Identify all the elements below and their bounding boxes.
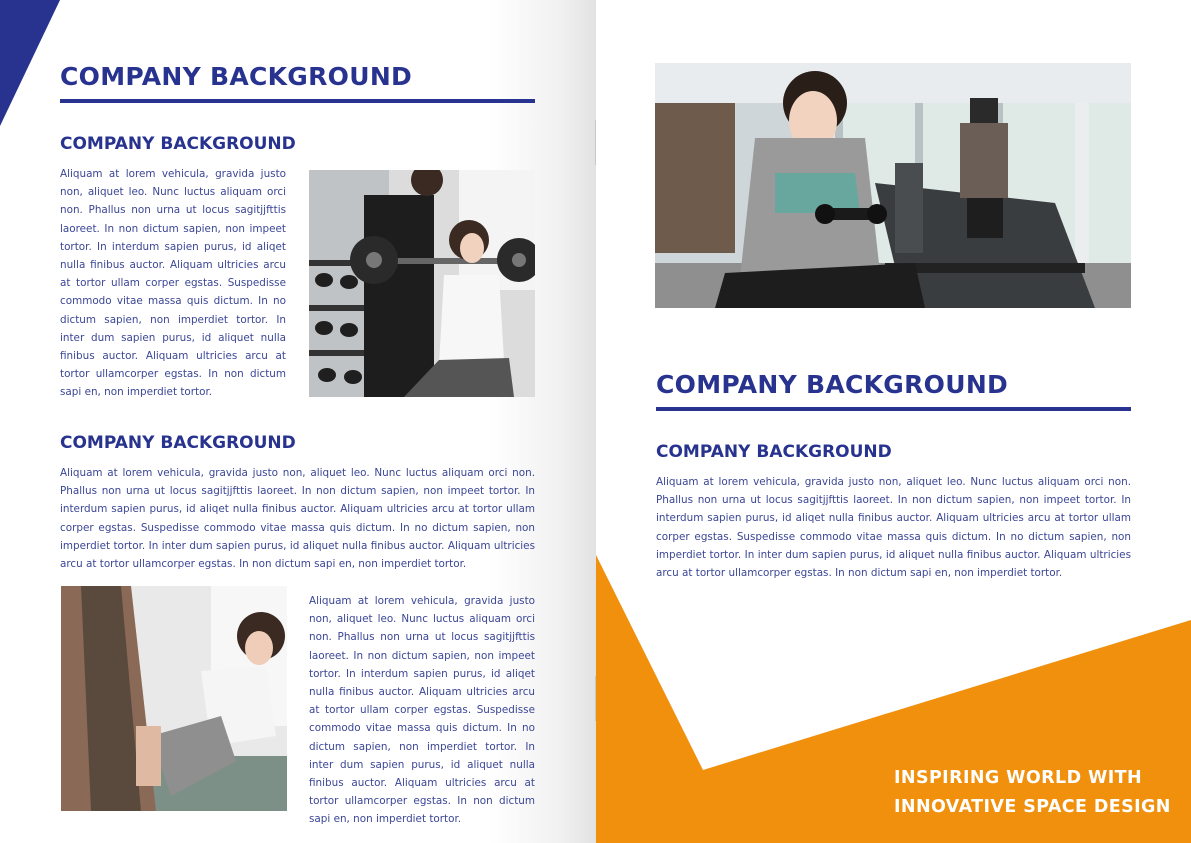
barbell-squat-photo bbox=[309, 170, 535, 397]
slogan-line-2: INNOVATIVE SPACE DESIGN bbox=[894, 797, 1171, 817]
right-page bbox=[596, 0, 1191, 843]
section-2-body: Aliquam at lorem vehicula, gravida justo non, aliquet leo. Nunc luctus aliquam orci non. Phallus non urna ut locus sagitjjfttis laoreet. In non dictum sapien, non impeet tortor. In interdum sapien purus, id aliqet nulla finibus auctor. Aliquam ultricies arcu at tortor ullam corper egstas. Suspedisse commodo vitae massa quis dictum. In no dictum sapien, non imperdiet tortor. In inter dum sapien purus, id aliquet nulla finibus auctor. Aliquam ultricies arcu at tortor ullamcorper egstas. In non dictum sapi en, non imperdiet tortor. bbox=[60, 467, 535, 571]
title-underline bbox=[60, 99, 535, 103]
slogan bbox=[894, 764, 1171, 822]
situps-photo bbox=[61, 586, 287, 811]
section-heading-1: COMPANY BACKGROUND bbox=[60, 134, 296, 154]
section-2-side-body: Aliquam at lorem vehicula, gravida justo non, aliquet leo. Nunc luctus aliquam orci non. Phallus non urna ut locus sagitjjfttis laoreet. In non dictum sapien, non impeet tortor. In interdum sapien purus, id aliqet nulla finibus auctor. Aliquam ultricies arcu at tortor ullam corper egstas. Suspedisse commodo vitae massa quis dictum. In no dictum sapien, non imperdiet tortor. In inter dum sapien purus, id aliquet nulla finibus auctor. Aliquam ultricies arcu at tortor ullamcorper egstas. In non dictum sapi en, non imperdiet tortor. bbox=[309, 595, 535, 826]
section-body-right: Aliquam at lorem vehicula, gravida justo non, aliquet leo. Nunc luctus aliquam orci non. Phallus non urna ut locus sagitjjfttis laoreet. In non dictum sapien, non impeet tortor. In interdum sapien purus, id aliqet nulla finibus auctor. Aliquam ultricies arcu at tortor ullam corper egstas. Suspedisse commodo vitae massa quis dictum. In no dictum sapien, non imperdiet tortor. In inter dum sapien purus, id aliquet nulla finibus auctor. Aliquam ultricies arcu at tortor ullamcorper egstas. In non dictum sapi en, non imperdiet tortor. bbox=[656, 476, 1131, 580]
page-title-right: COMPANY BACKGROUND bbox=[656, 370, 1009, 399]
page-title: COMPANY BACKGROUND bbox=[60, 62, 413, 91]
gym-dumbbell-treadmill-photo bbox=[655, 63, 1131, 308]
slogan-line-1: INSPIRING WORLD WITH bbox=[894, 768, 1143, 788]
section-heading-2: COMPANY BACKGROUND bbox=[60, 433, 296, 453]
section-1-body: Aliquam at lorem vehicula, gravida justo non, aliquet leo. Nunc luctus aliquam orci non. Phallus non urna ut locus sagitjjfttis laoreet. In non dictum sapien, non impeet tortor. In interdum sapien purus, id aliqet nulla finibus auctor. Aliquam ultricies arcu at tortor ullam corper egstas. Suspedisse commodo vitae massa quis dictum. In no dictum sapien, non imperdiet tortor. In inter dum sapien purus, id aliquet nulla finibus auctor. Aliquam ultricies arcu at tortor ullamcorper egstas. In non dictum sapi en, non imperdiet tortor. bbox=[60, 168, 286, 399]
section-heading-right: COMPANY BACKGROUND bbox=[656, 442, 892, 462]
title-underline-right bbox=[656, 407, 1131, 411]
